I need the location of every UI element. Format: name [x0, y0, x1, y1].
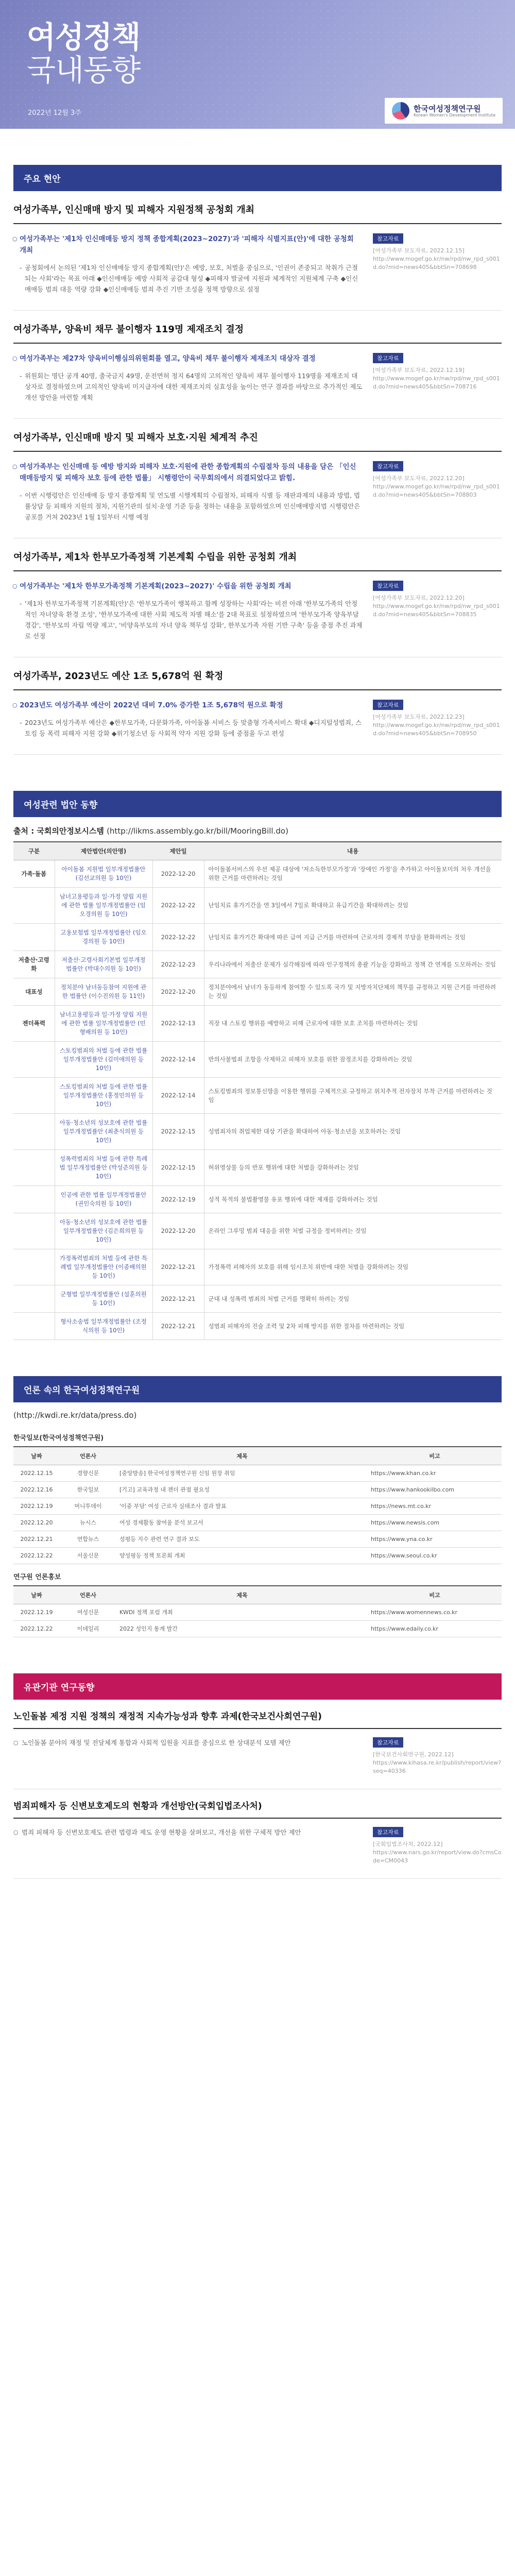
issue-main: [13, 700, 363, 741]
bill-date: 2022-12-20: [152, 978, 204, 1006]
table-row: [13, 1006, 502, 1042]
research-body: [13, 1737, 502, 1775]
table-row: [13, 1313, 502, 1340]
reference-tag: 참고자료: [373, 461, 403, 471]
press-link[interactable]: https://news.mt.co.kr: [368, 1498, 502, 1515]
section-bills-heading: 여성관련 법안 동향: [13, 791, 502, 817]
issue-reference: [373, 461, 502, 524]
bill-category: [13, 1042, 55, 1078]
reference-tag: 참고자료: [373, 353, 403, 363]
table-row: [13, 1465, 502, 1482]
issue-lead: ○ 2023년도 여성가족부 예산이 2022년 대비 7.0% 증가한 1조 5,678억 원으로 확정: [13, 700, 363, 711]
table-row: [13, 1482, 502, 1498]
press-link[interactable]: https://www.khan.co.kr: [368, 1465, 502, 1482]
press2-col-note: 비고: [368, 1586, 502, 1604]
press-source-url[interactable]: (http://kwdi.re.kr/data/press.do): [13, 1411, 137, 1420]
issue-block: [13, 657, 502, 755]
bill-content: 성적 목적의 불법촬영물 유포 행위에 대한 제재를 강화하려는 것임: [204, 1186, 502, 1213]
press-outlet: 뉴시스: [60, 1515, 116, 1531]
table-row: [13, 1515, 502, 1531]
bills-table: [13, 841, 502, 1340]
press-outlet: 경향신문: [60, 1465, 116, 1482]
research-list: [13, 1700, 502, 1879]
issue-block: [13, 419, 502, 538]
bill-date: 2022-12-13: [152, 1006, 204, 1042]
bill-content: 성범죄자의 취업제한 대상 기관을 확대하여 아동·청소년을 보호하려는 것임: [204, 1114, 502, 1150]
table-row: [13, 1042, 502, 1078]
bills-source: [13, 817, 502, 841]
bill-category: [13, 1313, 55, 1340]
press-date: 2022.12.16: [13, 1482, 60, 1498]
table-row: [13, 1498, 502, 1515]
org-subname: Korean Women's Development Institute: [414, 112, 495, 117]
bill-name[interactable]: 스토킹범죄의 처벌 등에 관한 법률 일부개정법률안 (홍정민의원 등 10인): [55, 1078, 152, 1114]
org-name: 한국여성정책연구원: [414, 104, 481, 113]
bill-date: 2022-12-22: [152, 924, 204, 951]
bill-name[interactable]: 정치분야 남녀동등참여 지원에 관한 법률안 (이수진의원 등 11인): [55, 978, 152, 1006]
bill-category: [13, 1114, 55, 1150]
press2-col-date: 날짜: [13, 1586, 60, 1604]
issue-title: 여성가족부, 2023년도 예산 1조 5,678억 원 확정: [13, 657, 502, 690]
press-col-outlet: 언론사: [60, 1447, 116, 1465]
issue-bullet: - '제1차 한부모가족정책 기본계획(안)'은 '한부모가족이 행복하고 함께 성장하는 사회'라는 비전 아래 '한부모가족의 안정적인 자녀양육 환경 조성', '한부모가족에 대한 사회 제도적 차별 해소'를 2대 목표로 설정하였으며 '한부모가족 양육부담 경감', '한부모의 자립 역량 제고', '비양육부모의 자녀 양육 책무성 강화', 한부모가족 자원 기반 구축' 등을 중점 추진 과제로 선정: [13, 598, 363, 641]
issue-title: 여성가족부, 인신매매 방지 및 피해자 보호·지원 체계적 추진: [13, 419, 502, 452]
table-row: [13, 1078, 502, 1114]
press-title[interactable]: [중앙방송] 한국여성정책연구원 신임 원장 취임: [116, 1465, 368, 1482]
issue-reference: [373, 353, 502, 405]
press-col-note: 비고: [368, 1447, 502, 1465]
bill-name[interactable]: 아동·청소년의 성보호에 관한 법률 일부개정법률안 (최춘식의원 등 10인): [55, 1114, 152, 1150]
press-date: 2022.12.20: [13, 1515, 60, 1531]
research-reference: [373, 1827, 502, 1865]
bill-content: 정치분야에서 남녀가 동등하게 참여할 수 있도록 국가 및 지방자치단체의 책무를 규정하고 지원 근거를 마련하려는 것임: [204, 978, 502, 1006]
bill-content: 난임치료 휴가기간 확대에 따른 급여 지급 근거를 마련하여 근로자의 경제적 부담을 완화하려는 것임: [204, 924, 502, 951]
reference-link[interactable]: [여성가족부 보도자료, 2022.12.19]: [373, 367, 465, 374]
issue-bullet: - 2023년도 여성가족부 예산은 ◆한부모가족, 다문화가족, 아이돌봄 서비스 등 맞춤형 가족서비스 확대 ◆디지털성범죄, 스토킹 등 폭력 피해자 지원 강화 ◆위기청소년 등 사회적 약자 지원 강화 등에 중점을 두고 편성: [13, 717, 363, 739]
bill-content: 군대 내 성폭력 범죄의 처벌 근거를 명확히 하려는 것임: [204, 1285, 502, 1313]
bill-date: 2022-12-15: [152, 1150, 204, 1186]
header-banner: [0, 0, 515, 129]
bill-name[interactable]: 고용보험법 일부개정법률안 (임오경의원 등 10인): [55, 924, 152, 951]
issue-lead: ○ 여성가족부는 '제1차 한부모가족정책 기본계획(2023~2027)' 수립을 위한 공청회 개최: [13, 581, 363, 592]
issue-body: [13, 581, 502, 643]
bill-date: 2022-12-20: [152, 1213, 204, 1249]
table-row: [13, 1621, 502, 1637]
press-date: 2022.12.22: [13, 1621, 60, 1637]
section-press-heading: 언론 속의 한국여성정책연구원: [13, 1376, 502, 1402]
press-link[interactable]: https://www.hankookilbo.com: [368, 1482, 502, 1498]
press-link[interactable]: https://www.edaily.co.kr: [368, 1621, 502, 1637]
table-row: [13, 978, 502, 1006]
table-row: [13, 951, 502, 978]
reference-tag: 참고자료: [373, 700, 403, 710]
bill-date: 2022-12-14: [152, 1078, 204, 1114]
bill-content: 온라인 그루밍 범죄 대응을 위한 처벌 규정을 정비하려는 것임: [204, 1213, 502, 1249]
press-date: 2022.12.19: [13, 1498, 60, 1515]
press-date: 2022.12.21: [13, 1531, 60, 1548]
issue-lead: ○ 여성가족부는 인신매매 등 예방 방지와 피해자 보호·지원에 관한 종합계획의 수립절차 등의 내용을 담은 「인신매매등방지 및 피해자 보호 등에 관한 법률」 시행령안이 국무회의에서 의결되었다고 밝힘.: [13, 461, 363, 484]
issue-lead: ○ 여성가족부는 '제1차 인신매매등 방지 정책 종합계획(2023~2027)'과 '피해자 식별지표(안)'에 대한 공청회 개최: [13, 233, 363, 256]
reference-tag: 참고자료: [373, 1827, 403, 1837]
issue-body: [13, 461, 502, 524]
table-row: [13, 1531, 502, 1548]
press-link[interactable]: https://www.womennews.co.kr: [368, 1604, 502, 1621]
issue-bullets: [13, 262, 363, 295]
press-title[interactable]: '이중 부담' 여성 근로자 실태조사 결과 발표: [116, 1498, 368, 1515]
press-title[interactable]: 양성평등 정책 토론회 개최: [116, 1548, 368, 1564]
issue-main: [13, 461, 363, 524]
bill-category: [13, 1150, 55, 1186]
bill-name[interactable]: 형사소송법 일부개정법률안 (조정식의원 등 10인): [55, 1313, 152, 1340]
issue-reference: [373, 700, 502, 741]
bill-date: 2022-12-15: [152, 1114, 204, 1150]
section-research-heading: 유관기관 연구동향: [13, 1673, 502, 1700]
bill-name[interactable]: 가정폭력범죄의 처벌 등에 관한 특례법 일부개정법률안 (이종배의원 등 10인): [55, 1249, 152, 1285]
bill-category: 대표성: [13, 978, 55, 1006]
press-subheading-2: 연구원 언론홍보: [13, 1573, 61, 1581]
bill-date: 2022-12-21: [152, 1285, 204, 1313]
table-row: [13, 1548, 502, 1564]
bill-name[interactable]: 스토킹범죄의 처벌 등에 관한 법률 일부개정법률안 (김미애의원 등 10인): [55, 1042, 152, 1078]
bills-col-content: 내용: [204, 842, 502, 860]
issue-reference: [373, 581, 502, 643]
table-row: [13, 1114, 502, 1150]
page-subtitle: 국내동향: [27, 53, 141, 88]
reference-link[interactable]: [여성가족부 보도자료, 2022.12.20]: [373, 595, 465, 601]
reference-tag: 참고자료: [373, 581, 403, 591]
press-subheading-1: 한국일보(한국여성정책연구원): [13, 1434, 104, 1442]
press-outlet: 연합뉴스: [60, 1531, 116, 1548]
issue-body: [13, 233, 502, 297]
press-title[interactable]: 2022 성인지 통계 발간: [116, 1621, 368, 1637]
issue-title: 여성가족부, 양육비 채무 불이행자 119명 제재조치 결정: [13, 311, 502, 344]
table-row: [13, 924, 502, 951]
bill-name[interactable]: 성폭력범죄의 처벌 등에 관한 특례법 일부개정법률안 (박성준의원 등 10인): [55, 1150, 152, 1186]
press2-col-title: 제목: [116, 1586, 368, 1604]
research-block: [13, 1789, 502, 1879]
bill-name[interactable]: 남녀고용평등과 일·가정 양립 지원에 관한 법률 일부개정법률안 (민형배의원 등 10인): [55, 1006, 152, 1042]
reference-link[interactable]: [한국보건사회연구원, 2022.12]: [373, 1751, 454, 1758]
press-link[interactable]: https://www.newsis.com: [368, 1515, 502, 1531]
bill-category: 가족·돌봄: [13, 860, 55, 888]
issue-block: [13, 538, 502, 657]
reference-link[interactable]: http://www.mogef.go.kr/nw/rpd/nw_rpd_s001d.do?mid=news405&bbtSn=708835: [373, 603, 500, 618]
press-date: 2022.12.22: [13, 1548, 60, 1564]
research-title: 범죄피해자 등 신변보호제도의 현황과 개선방안(국회입법조사처): [13, 1799, 502, 1819]
bill-content: 반의사불벌죄 조항을 삭제하고 피해자 보호를 위한 잠정조치를 강화하려는 것임: [204, 1042, 502, 1078]
bill-date: 2022-12-20: [152, 860, 204, 888]
reference-link[interactable]: https://www.nars.go.kr/report/view.do?cmsCode=CM0043: [373, 1849, 502, 1864]
bill-date: 2022-12-21: [152, 1313, 204, 1340]
issue-bullet: - 공청회에서 논의된 '제1차 인신매매등 방지 종합계획(안)'은 예방, 보호, 처벌을 중심으로, '인권이 존중되고 착취가 근절되는 사회'라는 목표 아래 ◆인신매매등 예방 사회적 공감대 형성 ◆피해자 발굴에 지원과 체계적인 지원체계 구축 ◆인신매매등 범죄 대응 역량 강화 ◆인신매매등 범죄 추진 기반 조성을 정책 방향으로 설정: [13, 262, 363, 295]
press-title[interactable]: 여성 경제활동 참여율 분석 보고서: [116, 1515, 368, 1531]
press-source: [13, 1402, 502, 1425]
issue-bullets: [13, 370, 363, 403]
issue-title: 여성가족부, 인신매매 방지 및 피해자 지원정책 공청회 개최: [13, 191, 502, 224]
table-row: [13, 888, 502, 924]
bill-name[interactable]: 아이돌봄 지원법 일부개정법률안 (김선교의원 등 10인): [55, 860, 152, 888]
bill-content: 우리나라에서 저출산 문제가 심각해짐에 따라 인구정책의 총괄 기능을 강화하고 정책 간 연계를 도모하려는 것임: [204, 951, 502, 978]
press-table-2: [13, 1585, 502, 1637]
bills-col-category: 구분: [13, 842, 55, 860]
bill-date: 2022-12-22: [152, 888, 204, 924]
reference-link[interactable]: http://www.mogef.go.kr/nw/rpd/nw_rpd_s001d.do?mid=news405&bbtSn=708698: [373, 256, 500, 270]
bill-content: 성범죄 피해자의 진술 조력 및 2차 피해 방지를 위한 절차를 마련하려는 것임: [204, 1313, 502, 1340]
bills-source-label: 출처 : 국회의안정보시스템: [13, 826, 104, 836]
issue-main: [13, 581, 363, 643]
bill-category: [13, 1213, 55, 1249]
research-desc: ○ 노인돌봄 분야의 재정 및 전달체계 통합과 사회적 입원을 지표를 중심으로 한 상대분석 모델 제안: [13, 1737, 363, 1775]
research-title: 노인돌봄 제정 지원 정책의 재정적 지속가능성과 향후 과제(한국보건사회연구원): [13, 1709, 502, 1729]
bill-content: 허위영상물 등의 반포 행위에 대한 처벌을 강화하려는 것임: [204, 1150, 502, 1186]
table-row: [13, 1285, 502, 1313]
bill-category: [13, 1078, 55, 1114]
press-title[interactable]: 성평등 지수 관련 연구 결과 보도: [116, 1531, 368, 1548]
org-logo[interactable]: [385, 98, 503, 124]
press-date: 2022.12.15: [13, 1465, 60, 1482]
reference-link[interactable]: [여성가족부 보도자료, 2022.12.15]: [373, 247, 465, 254]
reference-tag: 참고자료: [373, 233, 403, 244]
issue-title: 여성가족부, 제1차 한부모가족정책 기본계획 수립을 위한 공청회 개최: [13, 538, 502, 571]
press2-col-outlet: 언론사: [60, 1586, 116, 1604]
press-link[interactable]: https://www.yna.co.kr: [368, 1531, 502, 1548]
table-row: [13, 1213, 502, 1249]
press-link[interactable]: https://www.seoul.co.kr: [368, 1548, 502, 1564]
bill-content: 아이돌봄서비스의 우선 제공 대상에 '저소득한부모가정'과 '장애인 가정'을 추가하고 아이돌보미의 처우 개선을 위한 근거를 마련하려는 것임: [204, 860, 502, 888]
issue-body: [13, 353, 502, 405]
press-date: 2022.12.19: [13, 1604, 60, 1621]
bills-col-bill: 제안법안(의안명): [55, 842, 152, 860]
reference-link[interactable]: [여성가족부 보도자료, 2022.12.23]: [373, 714, 465, 720]
bill-content: 가정폭력 피해자의 보호를 위해 임시조치 위반에 대한 처벌을 강화하려는 것임: [204, 1249, 502, 1285]
issue-bullet: - 이번 시행령안은 인신매매 등 방지 종합계획 및 연도별 시행계획의 수립절차, 피해자 식별 등 재판과제의 내용과 방법, 법률상담 등 피해자 지원의 절차, 지원기관의 설치·운영 기준 등을 정하는 내용을 포함하였으며 인신매매방지법 시행령안은 공포를 거쳐 2023년 1월 1일부터 시행 예정: [13, 490, 363, 522]
issue-lead: ○ 여성가족부는 제27차 양육비이행심의위원회를 열고, 양육비 채무 불이행자 제재조치 대상자 결정: [13, 353, 363, 364]
bill-category: 저출산·고령화: [13, 951, 55, 978]
issue-body: [13, 700, 502, 741]
bill-date: 2022-12-19: [152, 1186, 204, 1213]
bill-content: 스토킹범죄의 정보통신망을 이용한 행위를 구체적으로 규정하고 위치추적 전자장치 부착 근거를 마련하려는 것임: [204, 1078, 502, 1114]
issue-main: [13, 233, 363, 297]
bill-category: 젠더폭력: [13, 1006, 55, 1042]
press-outlet: 머니투데이: [60, 1498, 116, 1515]
bill-date: 2022-12-23: [152, 951, 204, 978]
reference-link[interactable]: http://www.mogef.go.kr/nw/rpd/nw_rpd_s001d.do?mid=news405&bbtSn=708716: [373, 375, 500, 390]
bills-col-date: 제안일: [152, 842, 204, 860]
issue-block: [13, 311, 502, 419]
table-row: [13, 1186, 502, 1213]
press-table: [13, 1446, 502, 1564]
bill-name[interactable]: 군형법 일부개정법률안 (설훈의원 등 10인): [55, 1285, 152, 1313]
issue-bullets: [13, 490, 363, 522]
research-block: [13, 1700, 502, 1789]
press-outlet: 서울신문: [60, 1548, 116, 1564]
reference-link[interactable]: http://www.mogef.go.kr/nw/rpd/nw_rpd_s001d.do?mid=news405&bbtSn=708803: [373, 483, 500, 498]
bill-category: [13, 1249, 55, 1285]
bill-content: 직장 내 스토킹 행위를 예방하고 피해 근로자에 대한 보호 조치를 마련하려는 것임: [204, 1006, 502, 1042]
issue-block: [13, 191, 502, 311]
research-body: [13, 1827, 502, 1865]
section-issues-heading: 주요 현안: [13, 165, 502, 191]
table-row: [13, 1150, 502, 1186]
org-logo-icon: [392, 102, 409, 120]
table-row: [13, 1249, 502, 1285]
table-row: [13, 860, 502, 888]
issue-reference: [373, 233, 502, 297]
bill-name[interactable]: 인공에 관한 법률 일부개정법률안 (권인숙의원 등 10인): [55, 1186, 152, 1213]
bill-content: 난임치료 휴가기간을 연 3일에서 7일로 확대하고 유급기간을 확대하려는 것임: [204, 888, 502, 924]
research-reference: [373, 1737, 502, 1775]
bill-category: [13, 924, 55, 951]
issue-bullets: [13, 717, 363, 739]
reference-link[interactable]: https://www.kihasa.re.kr/publish/report/view?seq=40336: [373, 1759, 502, 1774]
issue-main: [13, 353, 363, 405]
issues-list: [13, 191, 502, 755]
bill-name[interactable]: 저출산·고령사회기본법 일부개정법률안 (박대수의원 등 10인): [55, 951, 152, 978]
press-outlet: 여성신문: [60, 1604, 116, 1621]
press-title[interactable]: KWDI 정책 포럼 개최: [116, 1604, 368, 1621]
bill-date: 2022-12-14: [152, 1042, 204, 1078]
press-col-title: 제목: [116, 1447, 368, 1465]
press-title[interactable]: [기고] 교육과정 내 젠더 관점 필요성: [116, 1482, 368, 1498]
reference-link[interactable]: http://www.mogef.go.kr/nw/rpd/nw_rpd_s001d.do?mid=news405&bbtSn=708950: [373, 722, 500, 737]
reference-tag: 참고자료: [373, 1737, 403, 1748]
bill-category: [13, 888, 55, 924]
bill-date: 2022-12-21: [152, 1249, 204, 1285]
issue-bullet: - 위원회는 명단 공개 40명, 출국금지 49명, 운전면허 정지 64명의 고의적인 양육비 채무 불이행자 119명을 제재조치 대상자로 결정하였으며 고의적인 양육비 미지급자에 대한 제재조치의 실효성을 높이는 연구 결과를 바탕으로 추가적인 제도 개선 방안을 마련할 계획: [13, 370, 363, 403]
reference-link[interactable]: [국회입법조사처, 2022.12]: [373, 1841, 443, 1848]
page-title: 여성정책: [27, 20, 141, 55]
bills-source-url[interactable]: (http://likms.assembly.go.kr/bill/MooringBill.do): [107, 826, 288, 836]
press-outlet: 한국일보: [60, 1482, 116, 1498]
table-row: [13, 1604, 502, 1621]
press-col-date: 날짜: [13, 1447, 60, 1465]
press-outlet: 이데일리: [60, 1621, 116, 1637]
issue-date: 2022년 12월 3주: [28, 109, 81, 117]
bill-name[interactable]: 아동·청소년의 성보호에 관한 법률 일부개정법률안 (김은희의원 등 10인): [55, 1213, 152, 1249]
bill-category: [13, 1186, 55, 1213]
issue-bullets: [13, 598, 363, 641]
bill-category: [13, 1285, 55, 1313]
reference-link[interactable]: [여성가족부 보도자료, 2022.12.20]: [373, 475, 465, 482]
research-desc: ○ 범죄 피해자 등 신변보호제도 관련 법령과 제도 운영 현황을 살펴보고, 개선을 위한 구체적 방안 제안: [13, 1827, 363, 1865]
bill-name[interactable]: 남녀고용평등과 일·가정 양립 지원에 관한 법률 일부개정법률안 (임오경의원 등 10인): [55, 888, 152, 924]
